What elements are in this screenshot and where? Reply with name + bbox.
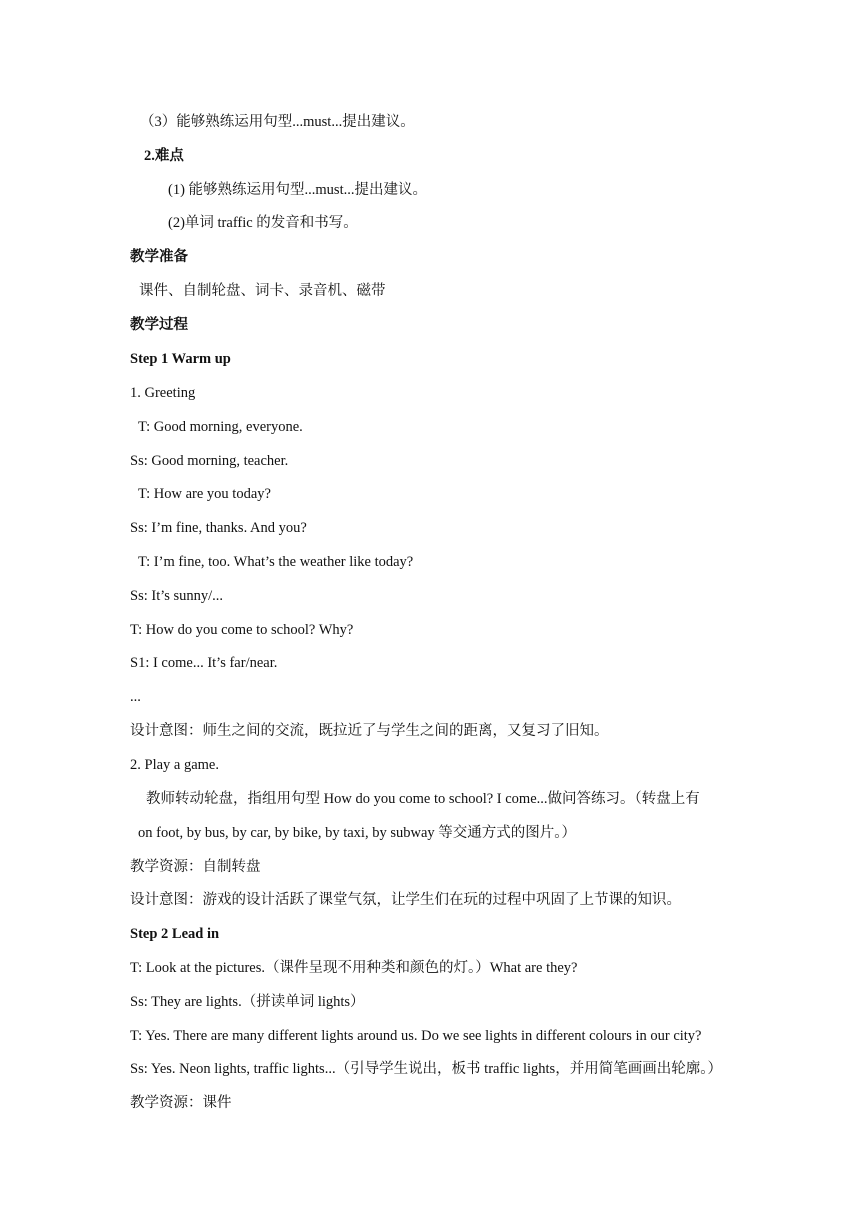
difficulty-1: (1) 能够熟练运用句型...must...提出建议。: [168, 182, 427, 198]
resource-1: 教学资源：自制转盘: [130, 859, 261, 875]
difficulty-heading: 2.难点: [144, 148, 184, 164]
dialogue-line: T: I’m fine, too. What’s the weather like today?: [138, 554, 414, 570]
dialogue-line: Ss: It’s sunny/...: [130, 588, 224, 604]
step1-heading: Step 1 Warm up: [130, 351, 231, 367]
dialogue-line: Ss: Yes. Neon lights, traffic lights...（引导学生说出，板书 traffic lights，并用简笔画画出轮廓。）: [130, 1061, 722, 1077]
ellipsis-line: ...: [130, 689, 141, 705]
resource-2: 教学资源：课件: [130, 1095, 232, 1111]
dialogue-line: T: How do you come to school? Why?: [130, 622, 354, 638]
dialogue-line: T: Look at the pictures.（课件呈现不用种类和颜色的灯。）What are they?: [130, 960, 578, 976]
game-title: 2. Play a game.: [130, 757, 219, 773]
dialogue-line: T: How are you today?: [138, 486, 271, 502]
dialogue-line: S1: I come... It’s far/near.: [130, 655, 278, 671]
step2-heading: Step 2 Lead in: [130, 926, 220, 942]
process-heading: 教学过程: [130, 317, 188, 333]
dialogue-line: T: Good morning, everyone.: [138, 419, 303, 435]
objective-3: （3）能够熟练运用句型...must...提出建议。: [140, 114, 415, 130]
dialogue-line: Ss: They are lights.（拼读单词 lights）: [130, 994, 365, 1010]
dialogue-line: Ss: I’m fine, thanks. And you?: [130, 520, 307, 536]
greeting-title: 1. Greeting: [130, 385, 196, 401]
game-description: 教师转动轮盘，指组用句型 How do you come to school? I come...做问答练习。（转盘上有: [146, 791, 700, 807]
difficulty-2: (2)单词 traffic 的发音和书写。: [168, 215, 358, 231]
design-intent-2: 设计意图：游戏的设计活跃了课堂气氛，让学生们在玩的过程中巩固了上节课的知识。: [130, 892, 681, 908]
dialogue-line: T: Yes. There are many different lights around us. Do we see lights in different colours in our city?: [130, 1028, 702, 1044]
preparation-heading: 教学准备: [130, 249, 188, 265]
design-intent-1: 设计意图：师生之间的交流，既拉近了与学生之间的距离，又复习了旧知。: [130, 723, 609, 739]
preparation-text: 课件、自制轮盘、词卡、录音机、磁带: [139, 283, 386, 299]
game-description-cont: on foot, by bus, by car, by bike, by taxi, by subway 等交通方式的图片。）: [138, 825, 577, 841]
dialogue-line: Ss: Good morning, teacher.: [130, 453, 289, 469]
